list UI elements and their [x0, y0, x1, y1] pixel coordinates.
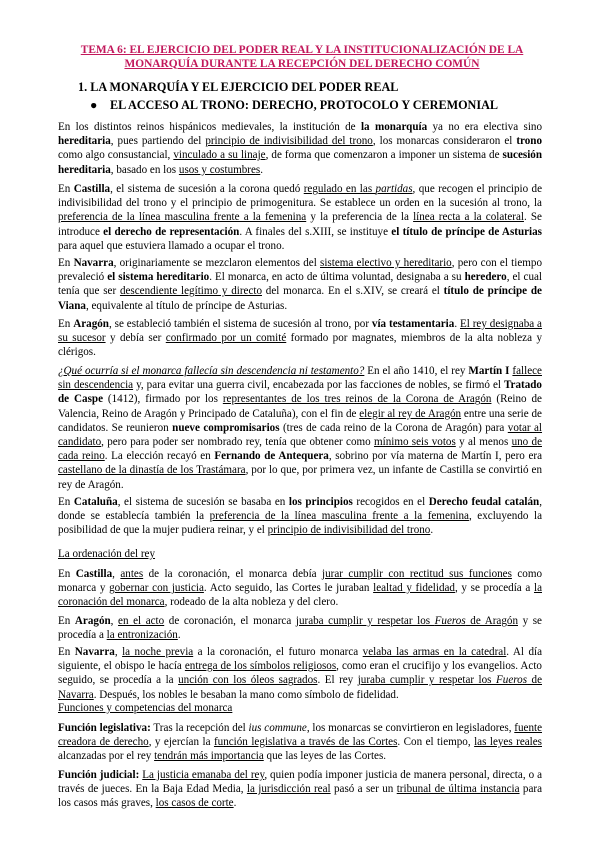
bold-term: nueve compromisarios	[172, 421, 280, 434]
underlined-phrase: sistema electivo y hereditario	[320, 257, 452, 269]
bold-term: el sistema hereditario	[107, 271, 210, 284]
underlined-phrase: Fueros	[434, 615, 466, 627]
text-run: .	[233, 797, 237, 810]
text-run: , por lo que, por primera vez, un infante de Castilla se convirtió en rey de Aragón.	[58, 464, 542, 491]
paragraph-aragon-sucesion	[58, 317, 542, 360]
paragraph-castilla-ordenacion	[58, 567, 542, 610]
text-run: , los monarcas consideraron el	[372, 135, 517, 148]
underlined-phrase: gobernar con justicia	[109, 582, 204, 595]
subsection-heading	[90, 98, 498, 112]
underlined-phrase: La justicia emanaba del rey	[142, 769, 265, 781]
underlined-phrase: fallece sin descendencia	[58, 365, 542, 392]
underlined-phrase: uno de cada reino	[58, 436, 542, 463]
text-run: entre una serie de candidatos. Se reunieron	[58, 407, 542, 434]
text-run: de coronación, el monarca	[164, 615, 296, 627]
bold-term: Función judicial:	[58, 769, 140, 781]
bold-term: vía testamentaria	[371, 318, 455, 330]
bold-term: trono	[516, 135, 543, 148]
text-run: .	[177, 629, 181, 642]
underlined-phrase: usos y costumbres	[178, 163, 261, 176]
text-run: y al menos	[455, 436, 512, 449]
text-run: , el sistema de sucesión se basaba en	[117, 496, 289, 508]
text-run: , el cual tenía que ser	[58, 271, 542, 298]
text-run: .	[430, 524, 434, 537]
underlined-phrase: la entronización	[106, 629, 178, 642]
underlined-phrase: principio de indivisibilidad del trono	[205, 135, 373, 148]
underlined-phrase: línea recta a la colateral	[413, 211, 524, 224]
heading-ordenacion: La ordenación del rey	[58, 548, 156, 560]
underlined-phrase: ¿Qué ocurría si el monarca fallecía sin descendencia ni testamento?	[58, 365, 365, 377]
text-run: , de forma que comenzaron a imponer un sistema de	[265, 149, 503, 162]
text-run: En el año 1410, el rey	[364, 365, 469, 377]
underlined-phrase: vinculado a su linaje	[173, 149, 266, 162]
underlined-phrase: partidas	[375, 183, 413, 195]
text-run: , que recogen el principio de indivisibilidad del trono y el principio de primogenitura. Se establece un orden en la sucesión al trono, la	[58, 183, 542, 210]
bold-term: Aragón	[74, 615, 111, 627]
text-run: , rodeado de la alta nobleza y del clero.	[164, 596, 339, 609]
text-run: . A finales del s.XIII, se instituye	[239, 225, 392, 238]
text-run: En	[58, 183, 74, 195]
underlined-phrase: descendiente legítimo y directo	[119, 285, 262, 298]
text-run: En	[58, 318, 74, 330]
text-run: ,	[114, 646, 123, 658]
text-run: a la coronación, el futuro monarca	[193, 646, 363, 658]
underlined-phrase: lealtad y fidelidad	[373, 582, 455, 595]
text-run: , y se procedía a	[454, 582, 534, 595]
text-run: , pues partiendo del	[110, 135, 206, 148]
text-run: . Al día siguiente, el obispo le hacía	[58, 646, 542, 673]
text-run: .	[260, 163, 264, 176]
text-run: formado por magnates, miembros de la alta nobleza y clérigos.	[58, 332, 542, 359]
underlined-phrase: principio de indivisibilidad del trono	[267, 524, 431, 537]
text-run: , y ejercían la	[148, 736, 214, 749]
bold-term: Navarra	[74, 646, 115, 658]
text-run: para los casos más graves,	[58, 783, 542, 810]
text-run: . Después, los nobles le besaban la mano como símbolo de fidelidad.	[93, 688, 399, 701]
underlined-phrase: juraba cumplir y respetar los	[357, 674, 496, 687]
text-run: En	[58, 646, 75, 658]
bold-term: el título de príncipe de Asturias	[391, 225, 542, 238]
bold-term: hereditaria	[58, 135, 111, 148]
underlined-phrase: tribunal de última instancia	[396, 783, 520, 796]
text-run: , sobrino por vía materna de Martín I, pero era	[328, 450, 543, 463]
text-run: En	[58, 496, 74, 508]
paragraph-caspe	[58, 364, 542, 492]
text-run: alcanzadas por el rey	[58, 750, 155, 763]
underlined-phrase: mínimo seis votos	[373, 436, 456, 449]
paragraph-funcion-judicial	[58, 768, 542, 811]
bold-term: Aragón	[73, 318, 109, 330]
bold-term: Derecho feudal catalán	[428, 496, 540, 508]
underlined-phrase: antes	[120, 568, 144, 580]
underlined-phrase: Fueros	[496, 674, 528, 687]
bold-term: los principios	[288, 496, 353, 508]
underlined-phrase: la jurisdicción real	[246, 783, 331, 796]
underlined-phrase: fuente creadora de derecho	[58, 722, 542, 749]
text-run: y la preferencia de la	[306, 211, 414, 224]
paragraph-navarra-sucesion	[58, 256, 542, 313]
section-heading: 1. LA MONARQUÍA Y EL EJERCICIO DEL PODER REAL	[78, 80, 399, 94]
text-run: , excluyendo la posibilidad de que la mujer pudiera reinar, y el	[58, 510, 542, 537]
underlined-phrase: de Navarra	[58, 674, 542, 701]
text-run: que las leyes de las Cortes.	[263, 750, 387, 763]
underlined-phrase: jurar cumplir con rectitud sus funciones	[322, 568, 512, 580]
underlined-phrase: unción con los óleos sagrados	[178, 674, 318, 687]
underlined-phrase: velaba las armas en la catedral	[362, 646, 507, 658]
underlined-phrase: función legislativa a través de las Cortes	[213, 736, 398, 749]
text-run: , los monarcas se convirtieron en legisladores,	[306, 722, 515, 734]
text-run: ,	[112, 568, 121, 580]
text-run: , pero con el tiempo prevaleció	[58, 257, 542, 284]
bold-term: Martín I	[468, 365, 510, 377]
underlined-phrase: tendrán más importancia	[154, 750, 264, 763]
underlined-phrase: elegir al rey de Aragón	[359, 407, 462, 420]
underlined-phrase: preferencia de la línea masculina frente a la femenina	[209, 510, 469, 523]
text-run: del monarca. En el s.XIV, se creará el	[262, 285, 444, 298]
underlined-phrase: en el acto	[118, 615, 165, 627]
text-run: , originariamente se mezclaron elementos del	[113, 257, 321, 269]
underlined-phrase: castellano de la dinastía de los Trastámara	[58, 464, 246, 477]
underlined-phrase: confirmado por un comité	[165, 332, 287, 345]
text-run: y se procedía a	[58, 615, 542, 642]
text-run: , donde se establecía también la	[58, 496, 542, 523]
text-run: En	[58, 615, 75, 627]
paragraph-aragon-ordenacion	[58, 614, 542, 642]
heading-funciones: Funciones y competencias del monarca	[58, 702, 233, 714]
paragraph-navarra-ordenacion	[58, 645, 542, 702]
bullet-icon: ●	[90, 98, 98, 112]
text-run: para aquel que estuviera llamado a ocupar el trono.	[58, 239, 285, 252]
underlined-phrase: de Aragón	[465, 615, 518, 627]
text-run: Tras la recepción del	[150, 722, 249, 734]
text-run: . Con el tiempo,	[397, 736, 475, 749]
text-run: (Reino de Valencia, Reino de Aragón y Principado de Cataluña), con el fin de	[58, 393, 542, 420]
bold-term: heredero	[464, 271, 507, 284]
paragraph-castilla-sucesion	[58, 182, 542, 253]
bold-term: sucesión hereditaria	[58, 149, 542, 176]
text-run: , basado en los	[110, 163, 179, 176]
underlined-phrase: preferencia de la línea masculina frente a la femenina	[58, 211, 307, 224]
text-run: En	[58, 257, 74, 269]
text-run: . El monarca, en acto de última voluntad, designaba a su	[209, 271, 465, 284]
text-run: . Se introduce	[58, 211, 542, 238]
text-run: En los distintos reinos hispánicos medievales, la institución de	[58, 121, 361, 133]
text-run: . El rey	[317, 674, 358, 687]
text-run: como algo consustancial,	[58, 149, 174, 162]
text-run: . Acto seguido, las Cortes le juraban	[203, 582, 374, 595]
text-run: recogidos en el	[352, 496, 429, 508]
bold-term: Tratado de Caspe	[58, 379, 542, 406]
bold-term: Cataluña	[73, 496, 118, 508]
text-run: de la coronación, el monarca debía	[143, 568, 323, 580]
text-run: , quien podía imponer justicia de manera personal, directa, o a través de jueces. En la Baja Edad Media,	[58, 769, 543, 796]
text-run: , equivalente al título de príncipe de Asturias.	[85, 299, 288, 312]
text-run: .	[454, 318, 460, 330]
text-run: (tres de cada reino de la Corona de Aragón) para	[279, 421, 508, 434]
text-run: , el sistema de sucesión a la corona quedó	[110, 183, 304, 195]
bold-term: Castilla	[73, 183, 111, 195]
italic-term: ius commune	[248, 722, 307, 734]
bold-term: título de príncipe de Viana	[58, 285, 542, 312]
underlined-phrase: regulado en las	[303, 183, 376, 195]
text-run: (1412), firmado por los	[103, 393, 223, 406]
text-run: y, para evitar una guerra civil, encabezada por las facciones de nobles, se firmó el	[133, 379, 504, 392]
text-run: y debía ser	[105, 332, 166, 345]
text-run: ya no era electiva sino	[427, 121, 542, 133]
text-run: En	[58, 568, 76, 580]
underlined-phrase: entrega de los símbolos religiosos	[184, 660, 337, 673]
text-run: ,	[110, 615, 119, 627]
subsection-title: EL ACCESO AL TRONO: DERECHO, PROTOCOLO Y CEREMONIAL	[110, 98, 499, 112]
underlined-phrase: la noche previa	[122, 646, 194, 658]
bold-term: Castilla	[75, 568, 113, 580]
text-run: pasó a ser un	[330, 783, 397, 796]
bold-term: Fernando de Antequera	[214, 450, 329, 463]
underlined-phrase: representantes de los tres reinos de la Corona de Aragón	[222, 393, 492, 406]
document-title: TEMA 6: EL EJERCICIO DEL PODER REAL Y LA INSTITUCIONALIZACIÓN DE LA MONARQUÍA DURANTE LA RECEPCIÓN DEL DERECHO COMÚN	[80, 44, 524, 70]
underlined-phrase: votar al candidato	[58, 421, 543, 449]
bold-term: Navarra	[73, 257, 114, 269]
underlined-phrase: juraba cumplir y respetar los	[295, 615, 435, 627]
bold-term: Función legislativa:	[58, 722, 151, 734]
paragraph-cataluna-sucesion	[58, 495, 542, 538]
text-run: , como eran el crucifijo y los evangelios. Acto seguido, se procedía a la	[58, 660, 542, 687]
text-run: como monarca y	[58, 568, 542, 595]
underlined-phrase: las leyes reales	[474, 736, 542, 749]
underlined-phrase: la coronación del monarca	[58, 582, 542, 609]
paragraph-monarquia	[58, 120, 542, 177]
underlined-phrase: los casos de corte	[155, 797, 234, 810]
text-run: . La elección recayó en	[104, 450, 215, 463]
underlined-phrase: El rey designaba a su sucesor	[58, 318, 542, 345]
paragraph-funcion-legislativa	[58, 721, 542, 764]
bold-term: el derecho de representación	[103, 225, 240, 238]
text-run: , se estableció también el sistema de sucesión al trono, por	[108, 318, 372, 330]
bold-term: la monarquía	[360, 121, 428, 133]
text-run: , pero para poder ser nombrado rey, tenía que obtener como	[101, 436, 374, 449]
